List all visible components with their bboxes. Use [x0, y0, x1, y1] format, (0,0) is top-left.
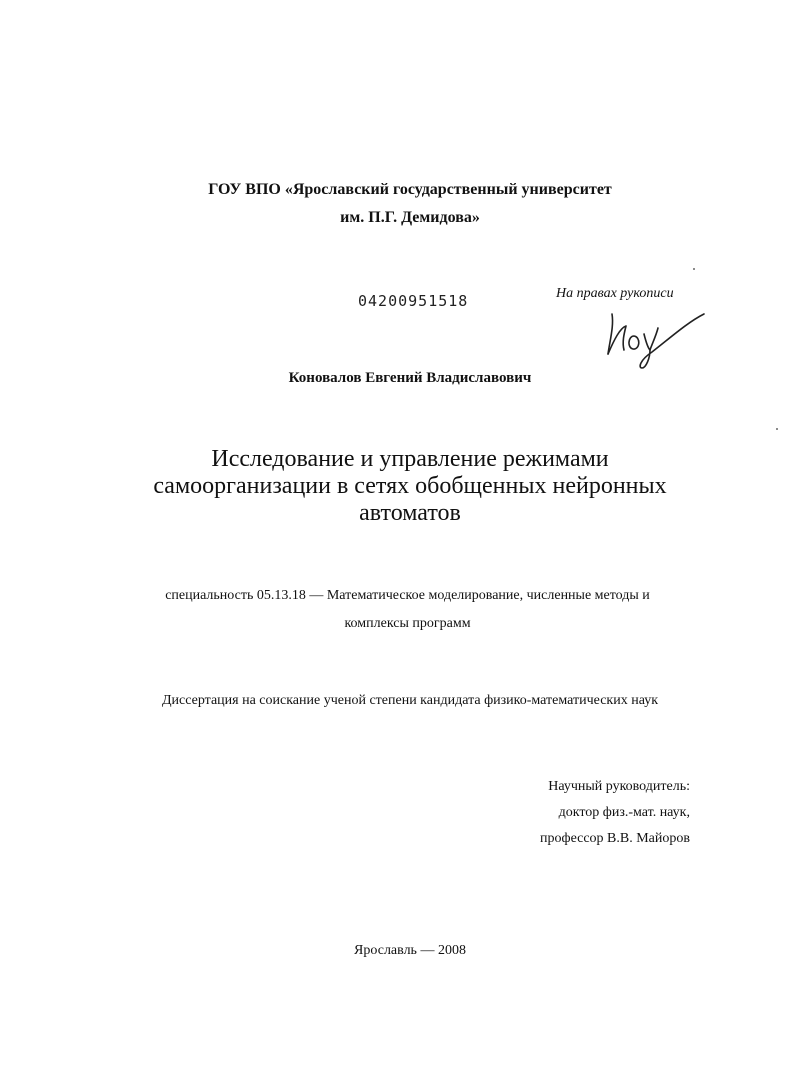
scan-speck: [693, 268, 695, 270]
title-line-1: Исследование и управление режимами: [211, 446, 609, 472]
specialty-line-2: комплексы программ: [344, 616, 471, 631]
dissertation-title: [90, 446, 730, 527]
scan-speck: [776, 428, 778, 430]
degree-statement: Диссертация на соискание ученой степени кандидата физико-математических наук: [161, 693, 658, 708]
advisor-label: Научный руководитель:: [548, 779, 690, 794]
advisor-degree: доктор физ.-мат. наук,: [558, 805, 690, 820]
university-line-1: ГОУ ВПО «Ярославский государственный университет: [208, 181, 612, 198]
title-line-2: самоорганизации в сетях обобщенных нейронных: [153, 473, 667, 499]
handwritten-signature: [600, 306, 710, 376]
specialty-line-1: специальность 05.13.18 — Математическое моделирование, численные методы и: [165, 588, 650, 603]
specialty: [90, 582, 725, 638]
rights-note: На правах рукописи: [556, 286, 674, 301]
city-year: Ярославль — 2008: [354, 943, 466, 958]
university-line-2: им. П.Г. Демидова»: [340, 209, 480, 226]
scientific-advisor: [420, 774, 690, 852]
document-number: 04200951518: [358, 292, 469, 310]
author-name: Коновалов Евгений Владиславович: [288, 370, 532, 386]
university-header: [100, 176, 720, 232]
advisor-name: профессор В.В. Майоров: [540, 831, 690, 846]
title-line-3: автоматов: [359, 500, 461, 526]
